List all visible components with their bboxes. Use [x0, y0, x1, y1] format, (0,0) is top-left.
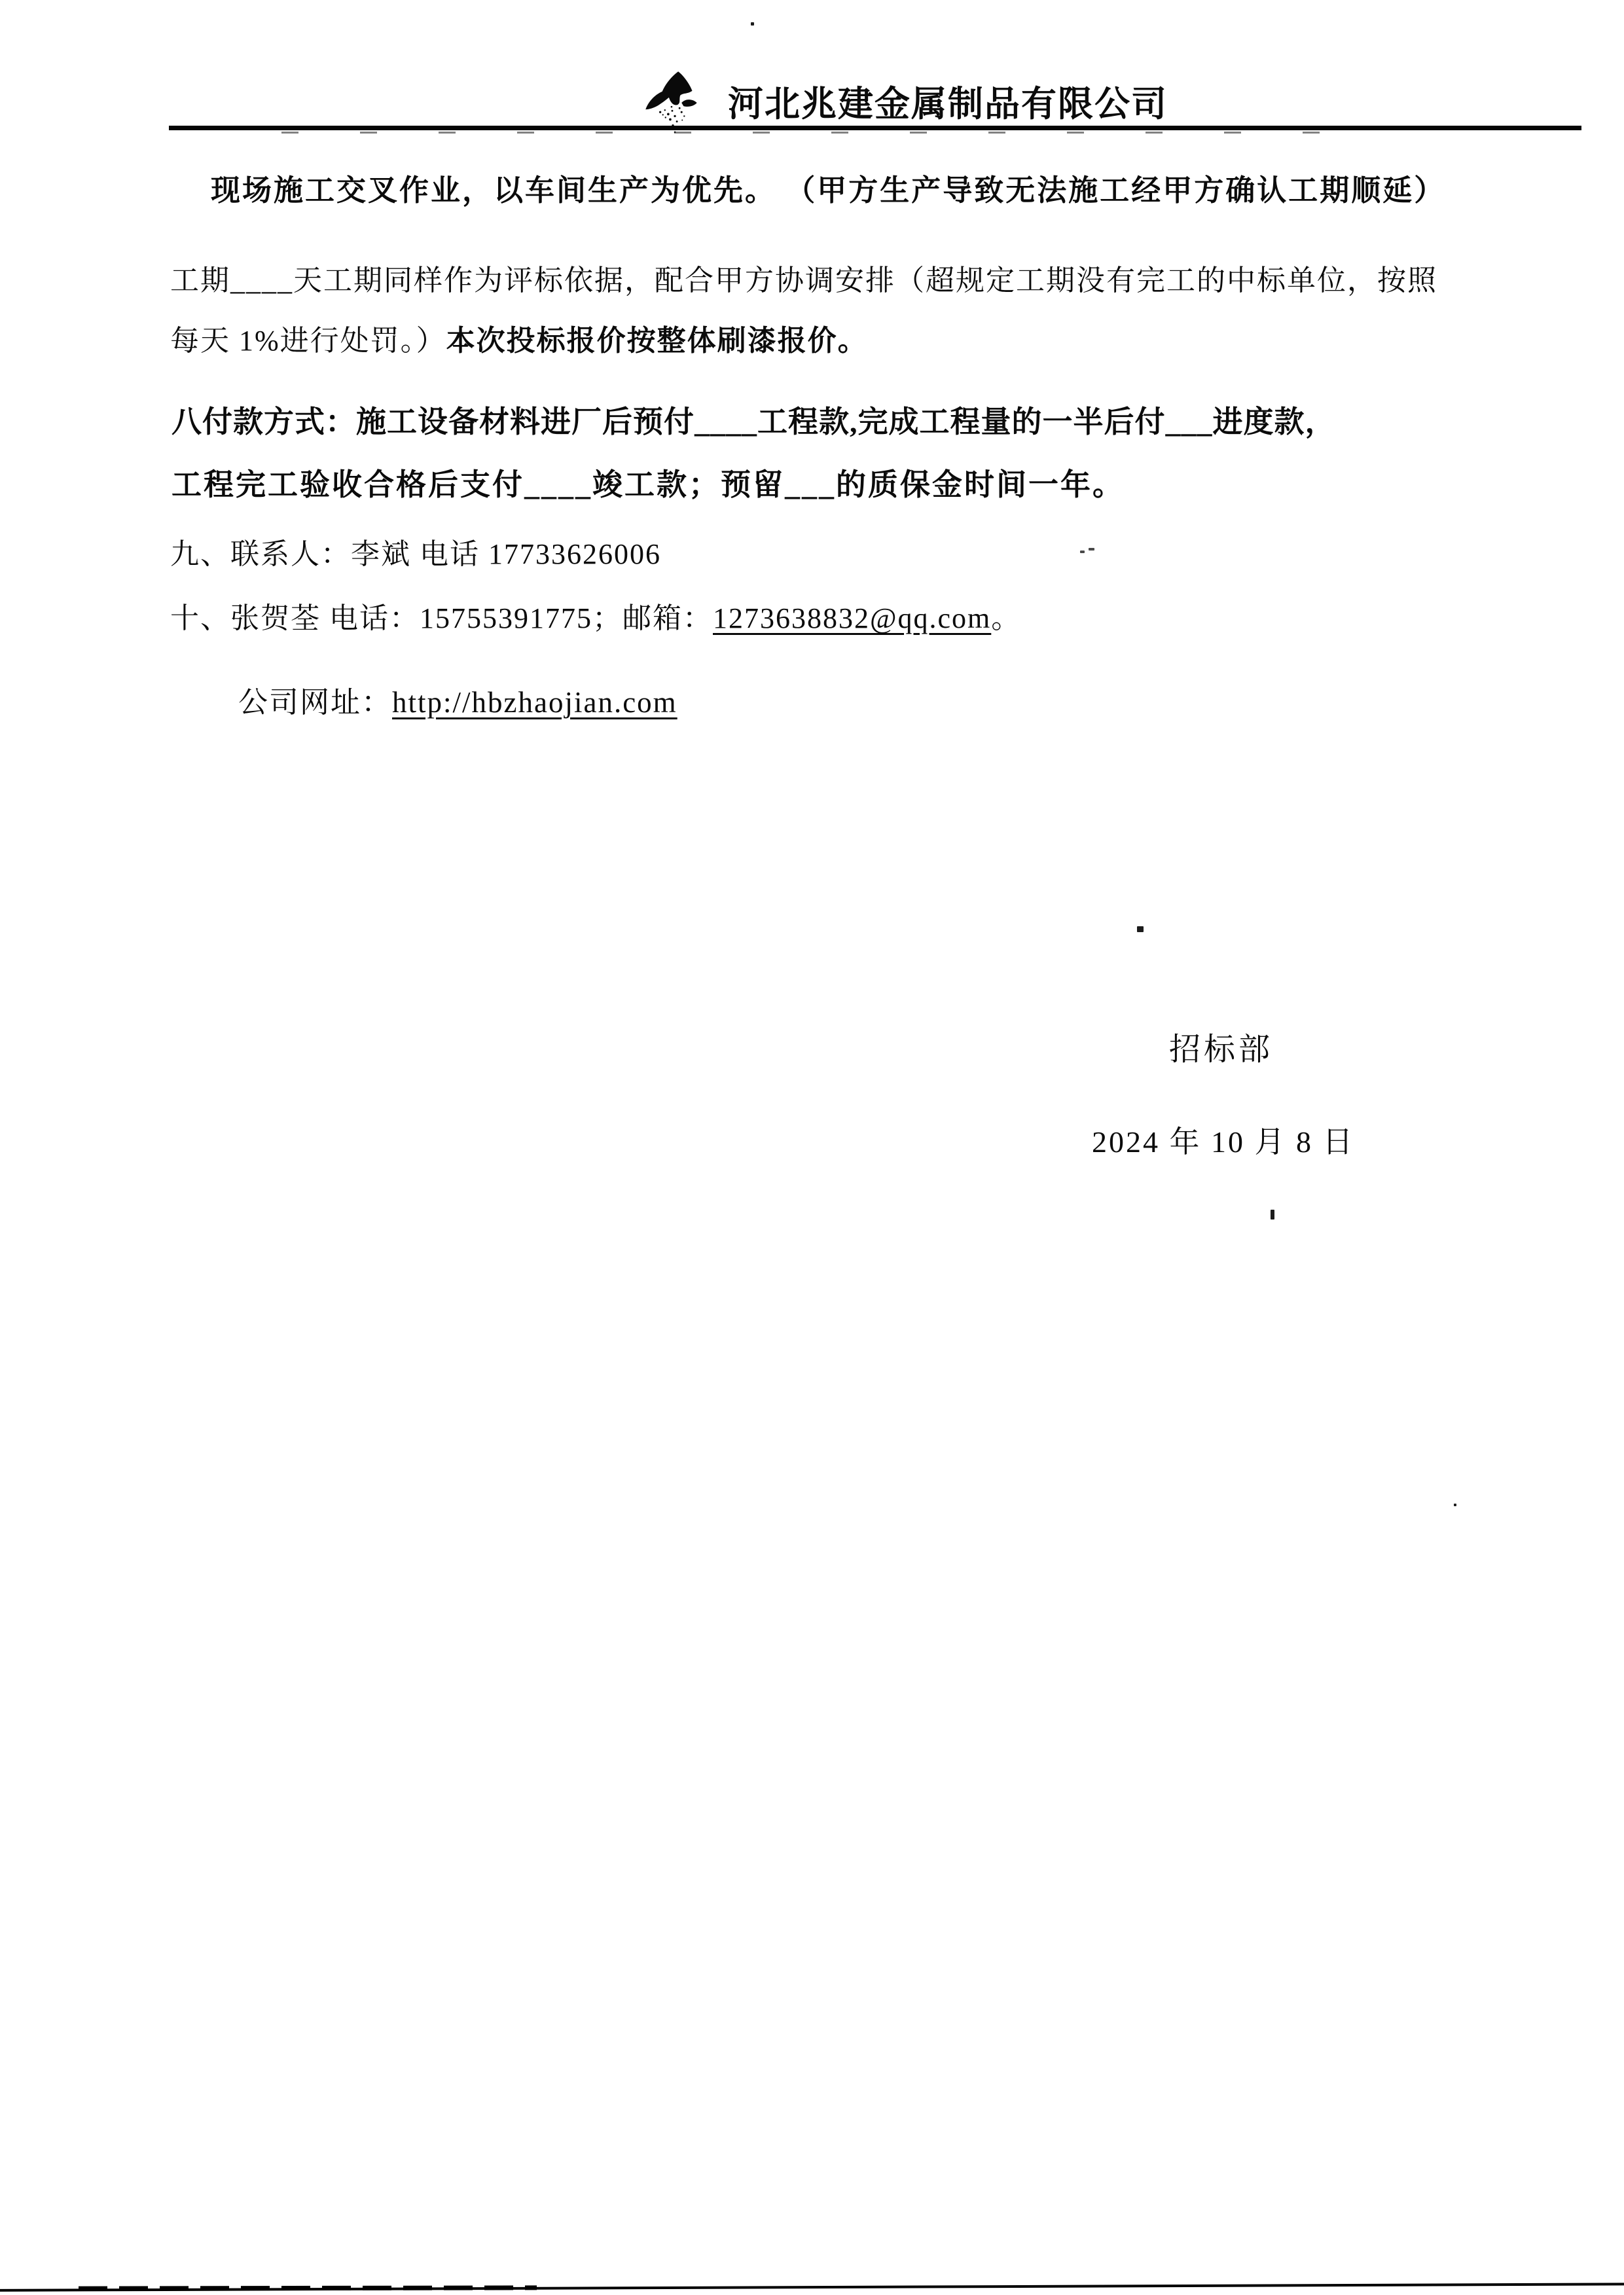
headline-priority-clause: 现场施工交叉作业，以车间生产为优先。 （甲方生产导致无法施工经甲方确认工期顺延） — [211, 174, 1446, 207]
duration-clause-line1: 工期____天工期同样作为评标依据，配合甲方协调安排（超规定工期没有完工的中标单位，按照 — [170, 264, 1437, 297]
scan-speck — [751, 22, 754, 26]
duration-clause-line2 — [170, 317, 868, 359]
signature-date: 2024 年 10 月 8 日 — [1092, 1125, 1355, 1159]
contact-email-link: 1273638832@qq.com — [713, 602, 992, 634]
website-label: 公司网址： — [238, 686, 393, 719]
quote-basis-text: 本次投标报价按整体刷漆报价。 — [446, 325, 868, 357]
header-divider — [169, 126, 1581, 130]
contact-li-bin: 九、联系人：李斌 电话 17733626006 — [170, 538, 661, 570]
contact-email-period: 。 — [991, 602, 1022, 634]
scan-speck — [1080, 551, 1085, 553]
company-name: 河北兆建金属制品有限公司 — [728, 84, 1168, 124]
header-divider-scan-fray — [281, 132, 1362, 134]
scan-speck — [1137, 926, 1144, 932]
company-website-line — [238, 678, 677, 721]
contact-zhang-text: 十、张贺荃 电话：15755391775；邮箱： — [170, 602, 713, 634]
scan-speck — [1271, 1210, 1274, 1220]
scan-speck — [1089, 548, 1094, 551]
signature-department: 招标部 — [1169, 1032, 1274, 1067]
scan-speck — [1454, 1504, 1456, 1506]
payment-terms-line2: 工程完工验收合格后支付____竣工款；预留___的质保金时间一年。 — [171, 468, 1125, 501]
contact-zhang-hequan — [170, 594, 1021, 636]
penalty-text: 每天 1%进行处罚。） — [170, 325, 446, 357]
payment-terms-line1: 八付款方式：施工设备材料进厂后预付____工程款,完成工程量的一半后付___进度款， — [171, 405, 1336, 439]
website-url-link: http://hbzhaojian.com — [392, 686, 677, 719]
